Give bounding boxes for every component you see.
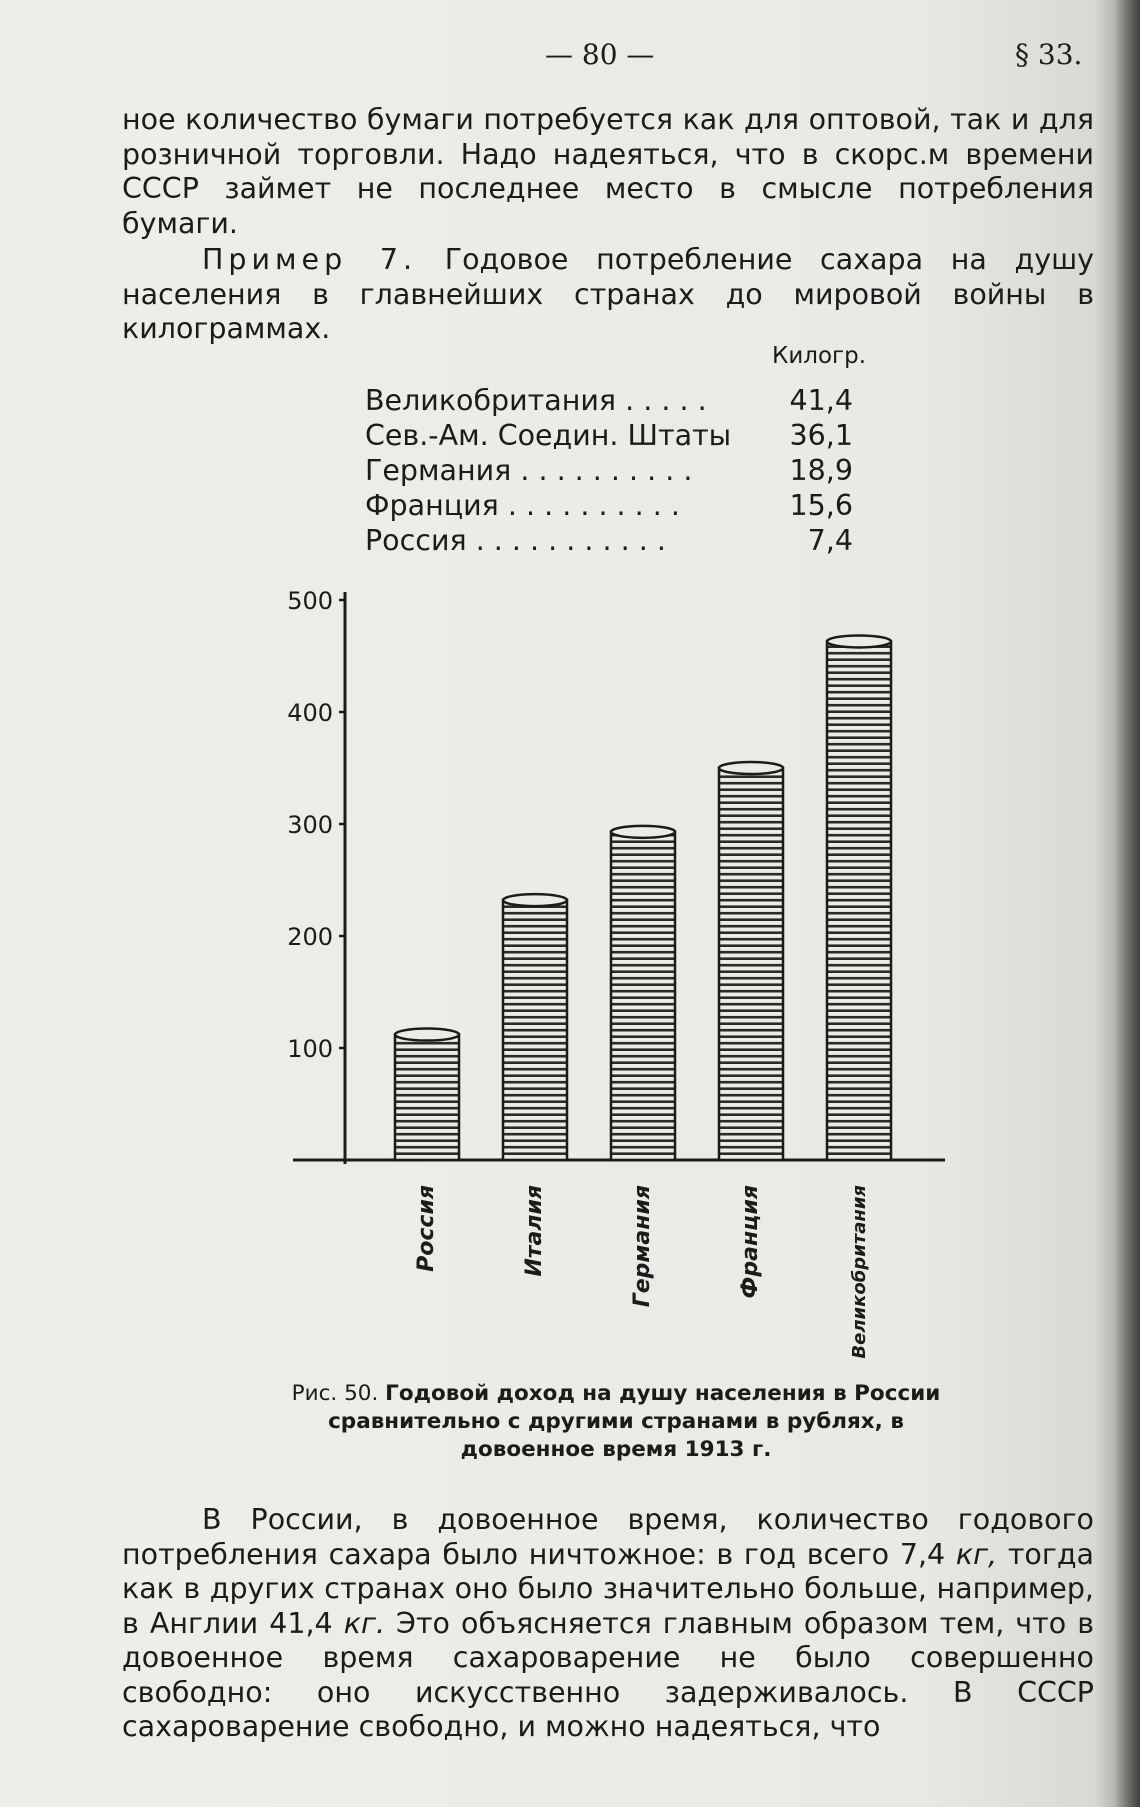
paragraph-3-part-c: Это объясняется главным образом тем, что в довоенное время сахароварение не было совершенно свободно: оно искусственно задерживалось. В СССР сахароварение свободно, и можно надеяться, что [122,1606,1095,1743]
bar-category-label: Германия [630,1185,655,1308]
paragraph-3-part-a: В России, в довоенное время, количество годового потребления сахара было ничтожное: в год всего 7,4 [122,1503,1094,1571]
bar-top [611,826,675,838]
table-row [365,523,853,558]
country-value: 41,4 [789,384,853,417]
bar [827,641,891,1160]
bar-category-label: Италия [522,1185,547,1277]
bar [395,1035,459,1160]
section-number: § 33. [1015,38,1083,71]
example-text: Годовое потребление сахара на душу населения в главнейших странах до мировой войны в килограммах. [122,243,1095,345]
y-tick-label: 400 [287,699,333,727]
unit-kg-2: кг. [343,1606,385,1640]
country-name: Германия . . . . . . . . . . [365,454,693,487]
bar [611,832,675,1160]
y-tick-label: 500 [287,587,333,615]
caption-text: Годовой доход на душу населения в России сравнительно с другими странами в рублях, в довоенное время 1913 г. [328,1381,941,1462]
y-tick-label: 200 [287,923,333,951]
bar [719,768,783,1160]
table-row [365,488,853,523]
bar-top [827,635,891,647]
paragraph-3-part-b: тогда как в других странах оно было значительно больше, например, в Англии 41,4 [122,1537,1094,1640]
table-row [365,418,853,453]
page-shadow-edge [1114,0,1140,1807]
page-header [0,38,1140,78]
table-row [365,453,853,488]
country-value: 36,1 [789,419,853,452]
income-bar-chart [255,585,975,1485]
country-name: Россия . . . . . . . . . . . [365,524,666,557]
bar-top [395,1029,459,1041]
paragraph-3 [122,1503,1094,1745]
paragraph-example-7 [122,243,1094,347]
sugar-table [365,383,853,558]
bar [503,900,567,1160]
country-value: 7,4 [807,524,853,557]
country-name: Великобритания . . . . . [365,384,707,417]
bar-category-label: Россия [414,1185,439,1272]
y-tick-label: 100 [287,1035,333,1063]
caption-label: Рис. 50. [291,1381,379,1406]
table-row [365,383,853,418]
figure-caption [262,1380,970,1464]
country-name: Сев.-Ам. Соедин. Штаты [365,419,732,452]
bar-top [503,894,567,906]
paragraph-1: ное количество бумаги потребуется как для оптовой, так и для розничной торговли. Надо надеяться, что в скорс.м времени СССР займет не последнее место в смысле потребления бумаги. [122,103,1094,240]
country-value: 18,9 [789,454,853,487]
bar-top [719,762,783,774]
table-unit-label: Килогр. [772,343,867,369]
unit-kg: кг, [955,1537,998,1571]
bar-category-label: Великобритания [849,1185,870,1359]
bar-category-label: Франция [738,1185,763,1299]
country-value: 15,6 [789,489,853,522]
page-number: — 80 — [545,38,655,71]
country-name: Франция . . . . . . . . . . [365,489,680,522]
example-label: Пример 7. [202,243,418,276]
y-tick-label: 300 [287,811,333,839]
